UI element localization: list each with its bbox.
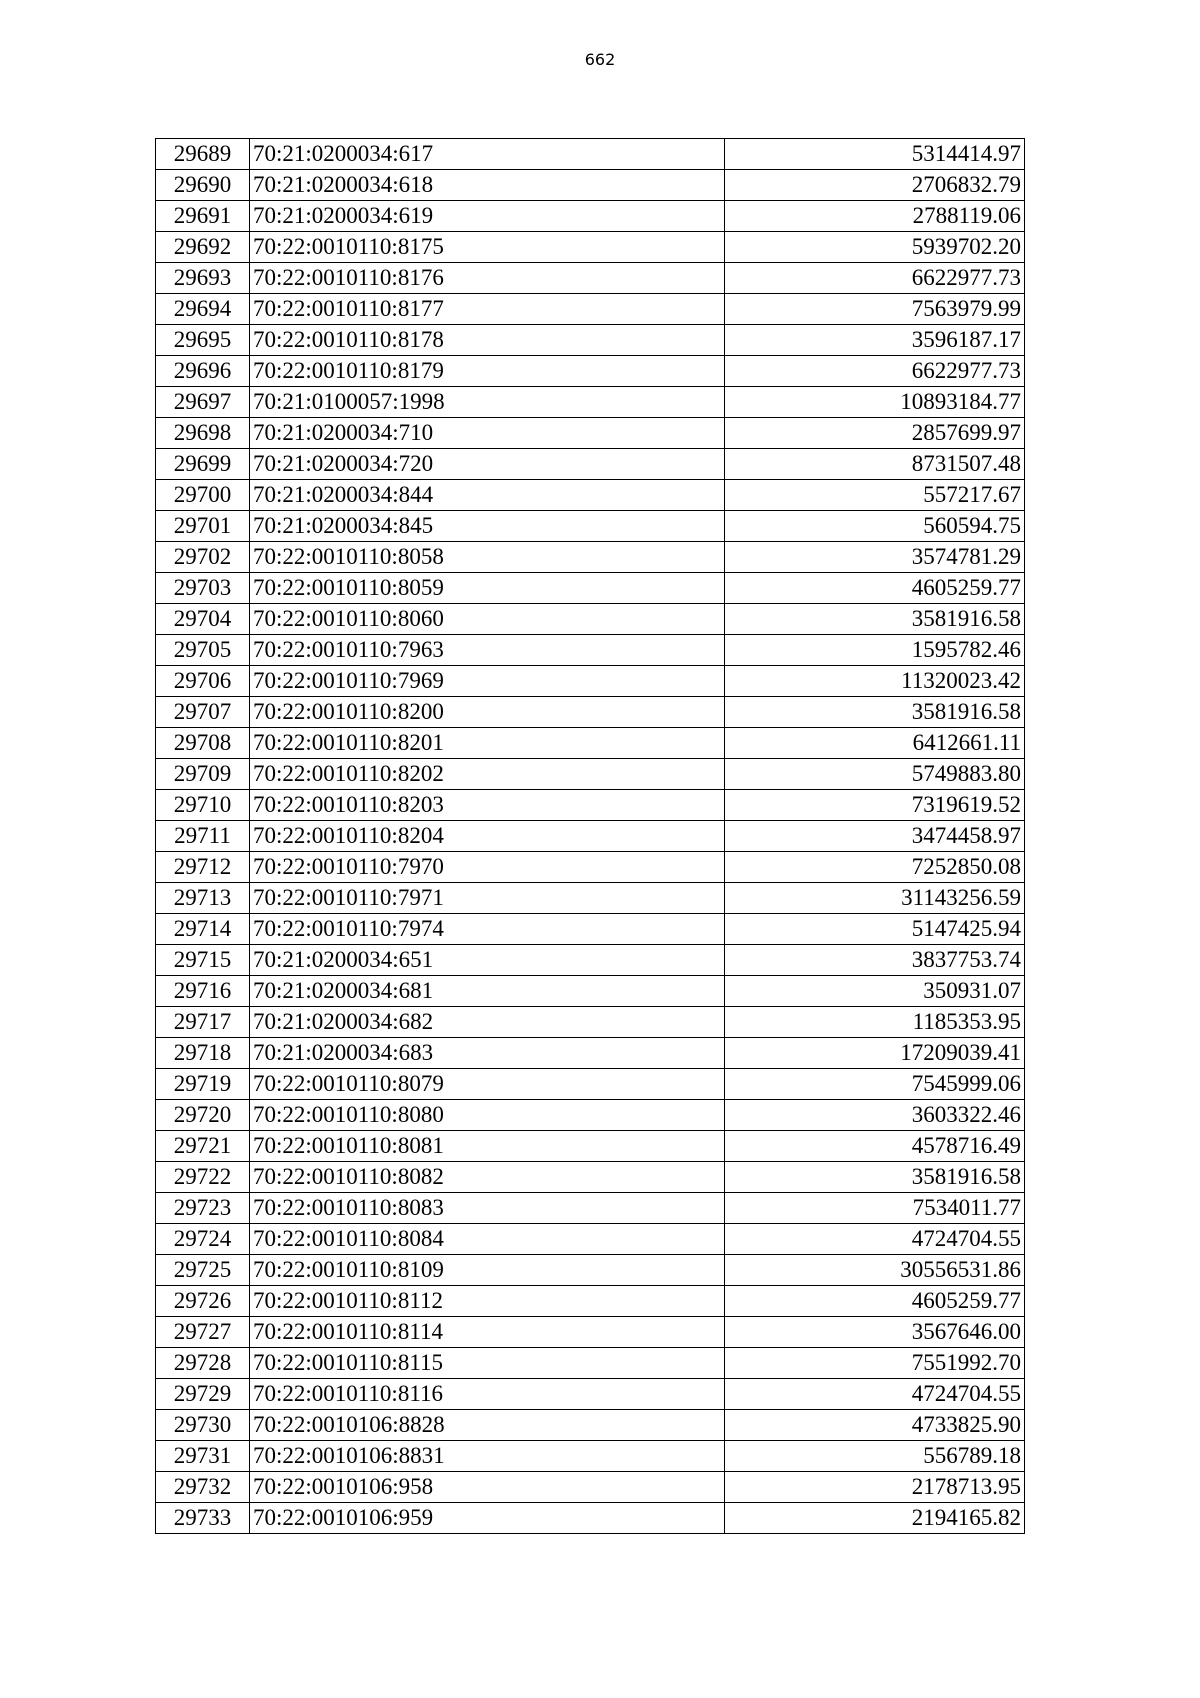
- cadastral-number-cell: 70:22:0010110:7974: [250, 914, 725, 945]
- row-number-cell: 29726: [156, 1286, 250, 1317]
- row-number-cell: 29697: [156, 387, 250, 418]
- cadastral-number-cell: 70:21:0200034:845: [250, 511, 725, 542]
- cadastral-number-cell: 70:22:0010106:8831: [250, 1441, 725, 1472]
- cadastral-value-cell: 3567646.00: [725, 1317, 1025, 1348]
- cadastral-number-cell: 70:22:0010110:7970: [250, 852, 725, 883]
- cadastral-value-cell: 2194165.82: [725, 1503, 1025, 1534]
- row-number-cell: 29710: [156, 790, 250, 821]
- cadastral-number-cell: 70:22:0010110:8178: [250, 325, 725, 356]
- cadastral-number-cell: 70:22:0010110:8175: [250, 232, 725, 263]
- row-number-cell: 29729: [156, 1379, 250, 1410]
- cadastral-number-cell: 70:22:0010106:8828: [250, 1410, 725, 1441]
- cadastral-number-cell: 70:22:0010110:7971: [250, 883, 725, 914]
- table-row: [156, 1162, 1025, 1193]
- cadastral-value-cell: 4733825.90: [725, 1410, 1025, 1441]
- cadastral-value-cell: 3596187.17: [725, 325, 1025, 356]
- cadastral-number-cell: 70:22:0010110:8109: [250, 1255, 725, 1286]
- row-number-cell: 29733: [156, 1503, 250, 1534]
- row-number-cell: 29703: [156, 573, 250, 604]
- cadastral-number-cell: 70:22:0010110:8202: [250, 759, 725, 790]
- row-number-cell: 29705: [156, 635, 250, 666]
- cadastral-value-cell: 7252850.08: [725, 852, 1025, 883]
- cadastral-number-cell: 70:22:0010110:8179: [250, 356, 725, 387]
- table-row: [156, 139, 1025, 170]
- cadastral-number-cell: 70:22:0010110:8204: [250, 821, 725, 852]
- row-number-cell: 29725: [156, 1255, 250, 1286]
- cadastral-number-cell: 70:22:0010110:8083: [250, 1193, 725, 1224]
- cadastral-number-cell: 70:22:0010110:8114: [250, 1317, 725, 1348]
- row-number-cell: 29694: [156, 294, 250, 325]
- cadastral-value-cell: 5939702.20: [725, 232, 1025, 263]
- table-row: [156, 1255, 1025, 1286]
- row-number-cell: 29689: [156, 139, 250, 170]
- table-row: [156, 356, 1025, 387]
- table-row: [156, 852, 1025, 883]
- table-row: [156, 573, 1025, 604]
- row-number-cell: 29693: [156, 263, 250, 294]
- table-row: [156, 728, 1025, 759]
- cadastral-number-cell: 70:22:0010110:8201: [250, 728, 725, 759]
- cadastral-number-cell: 70:22:0010110:8112: [250, 1286, 725, 1317]
- table-row: [156, 263, 1025, 294]
- row-number-cell: 29716: [156, 976, 250, 1007]
- page-number: 662: [584, 50, 616, 69]
- table-row: [156, 976, 1025, 1007]
- table-row: [156, 883, 1025, 914]
- table-row: [156, 1007, 1025, 1038]
- cadastral-value-table: [155, 138, 1025, 1534]
- table-body: [156, 139, 1025, 1534]
- row-number-cell: 29732: [156, 1472, 250, 1503]
- cadastral-number-cell: 70:22:0010110:8080: [250, 1100, 725, 1131]
- cadastral-value-cell: 4578716.49: [725, 1131, 1025, 1162]
- cadastral-number-cell: 70:22:0010110:8200: [250, 697, 725, 728]
- row-number-cell: 29718: [156, 1038, 250, 1069]
- table-row: [156, 945, 1025, 976]
- cadastral-number-cell: 70:22:0010110:8176: [250, 263, 725, 294]
- cadastral-value-cell: 8731507.48: [725, 449, 1025, 480]
- cadastral-number-cell: 70:21:0200034:681: [250, 976, 725, 1007]
- cadastral-number-cell: 70:22:0010110:8203: [250, 790, 725, 821]
- table-row: [156, 790, 1025, 821]
- cadastral-value-cell: 4605259.77: [725, 573, 1025, 604]
- cadastral-value-cell: 557217.67: [725, 480, 1025, 511]
- table-row: [156, 232, 1025, 263]
- row-number-cell: 29722: [156, 1162, 250, 1193]
- cadastral-number-cell: 70:22:0010106:959: [250, 1503, 725, 1534]
- table-row: [156, 914, 1025, 945]
- row-number-cell: 29723: [156, 1193, 250, 1224]
- cadastral-value-cell: 2857699.97: [725, 418, 1025, 449]
- table-row: [156, 294, 1025, 325]
- cadastral-value-cell: 5314414.97: [725, 139, 1025, 170]
- cadastral-value-cell: 4724704.55: [725, 1379, 1025, 1410]
- row-number-cell: 29712: [156, 852, 250, 883]
- table-row: [156, 170, 1025, 201]
- table-row: [156, 511, 1025, 542]
- row-number-cell: 29691: [156, 201, 250, 232]
- row-number-cell: 29728: [156, 1348, 250, 1379]
- cadastral-number-cell: 70:21:0200034:619: [250, 201, 725, 232]
- cadastral-number-cell: 70:22:0010106:958: [250, 1472, 725, 1503]
- table-row: [156, 1410, 1025, 1441]
- table-row: [156, 449, 1025, 480]
- cadastral-number-cell: 70:22:0010110:8058: [250, 542, 725, 573]
- cadastral-number-cell: 70:21:0200034:710: [250, 418, 725, 449]
- cadastral-number-cell: 70:22:0010110:8060: [250, 604, 725, 635]
- row-number-cell: 29706: [156, 666, 250, 697]
- cadastral-value-cell: 7534011.77: [725, 1193, 1025, 1224]
- cadastral-value-cell: 3581916.58: [725, 697, 1025, 728]
- row-number-cell: 29709: [156, 759, 250, 790]
- cadastral-value-cell: 560594.75: [725, 511, 1025, 542]
- table-row: [156, 1348, 1025, 1379]
- cadastral-number-cell: 70:22:0010110:8082: [250, 1162, 725, 1193]
- table-row: [156, 697, 1025, 728]
- cadastral-number-cell: 70:21:0200034:618: [250, 170, 725, 201]
- row-number-cell: 29700: [156, 480, 250, 511]
- row-number-cell: 29704: [156, 604, 250, 635]
- cadastral-value-cell: 6622977.73: [725, 263, 1025, 294]
- table-row: [156, 418, 1025, 449]
- row-number-cell: 29719: [156, 1069, 250, 1100]
- cadastral-number-cell: 70:21:0200034:682: [250, 1007, 725, 1038]
- cadastral-value-cell: 17209039.41: [725, 1038, 1025, 1069]
- row-number-cell: 29699: [156, 449, 250, 480]
- row-number-cell: 29695: [156, 325, 250, 356]
- table-row: [156, 1286, 1025, 1317]
- cadastral-value-cell: 30556531.86: [725, 1255, 1025, 1286]
- cadastral-value-cell: 5147425.94: [725, 914, 1025, 945]
- cadastral-number-cell: 70:21:0200034:617: [250, 139, 725, 170]
- table-row: [156, 1193, 1025, 1224]
- cadastral-value-cell: 2788119.06: [725, 201, 1025, 232]
- table-row: [156, 201, 1025, 232]
- row-number-cell: 29717: [156, 1007, 250, 1038]
- row-number-cell: 29696: [156, 356, 250, 387]
- table-row: [156, 821, 1025, 852]
- cadastral-value-cell: 3837753.74: [725, 945, 1025, 976]
- table-row: [156, 635, 1025, 666]
- cadastral-value-cell: 7551992.70: [725, 1348, 1025, 1379]
- row-number-cell: 29702: [156, 542, 250, 573]
- row-number-cell: 29715: [156, 945, 250, 976]
- cadastral-number-cell: 70:22:0010110:8177: [250, 294, 725, 325]
- cadastral-number-cell: 70:21:0200034:720: [250, 449, 725, 480]
- cadastral-value-cell: 556789.18: [725, 1441, 1025, 1472]
- cadastral-value-cell: 7545999.06: [725, 1069, 1025, 1100]
- cadastral-value-cell: 7319619.52: [725, 790, 1025, 821]
- cadastral-value-cell: 2706832.79: [725, 170, 1025, 201]
- table-row: [156, 1441, 1025, 1472]
- table-row: [156, 1038, 1025, 1069]
- cadastral-value-cell: 3581916.58: [725, 604, 1025, 635]
- cadastral-value-cell: 6412661.11: [725, 728, 1025, 759]
- row-number-cell: 29698: [156, 418, 250, 449]
- cadastral-number-cell: 70:22:0010110:8059: [250, 573, 725, 604]
- cadastral-number-cell: 70:22:0010110:7969: [250, 666, 725, 697]
- cadastral-value-cell: 3603322.46: [725, 1100, 1025, 1131]
- cadastral-value-cell: 10893184.77: [725, 387, 1025, 418]
- table-row: [156, 387, 1025, 418]
- table-row: [156, 1472, 1025, 1503]
- cadastral-value-cell: 3581916.58: [725, 1162, 1025, 1193]
- cadastral-number-cell: 70:21:0100057:1998: [250, 387, 725, 418]
- cadastral-value-cell: 1595782.46: [725, 635, 1025, 666]
- table-row: [156, 666, 1025, 697]
- cadastral-number-cell: 70:22:0010110:8115: [250, 1348, 725, 1379]
- table-row: [156, 1100, 1025, 1131]
- cadastral-number-cell: 70:21:0200034:844: [250, 480, 725, 511]
- row-number-cell: 29721: [156, 1131, 250, 1162]
- cadastral-value-cell: 5749883.80: [725, 759, 1025, 790]
- cadastral-number-cell: 70:22:0010110:8116: [250, 1379, 725, 1410]
- cadastral-number-cell: 70:21:0200034:683: [250, 1038, 725, 1069]
- table-row: [156, 480, 1025, 511]
- row-number-cell: 29713: [156, 883, 250, 914]
- cadastral-value-cell: 4724704.55: [725, 1224, 1025, 1255]
- row-number-cell: 29731: [156, 1441, 250, 1472]
- row-number-cell: 29727: [156, 1317, 250, 1348]
- cadastral-number-cell: 70:22:0010110:8081: [250, 1131, 725, 1162]
- cadastral-value-cell: 2178713.95: [725, 1472, 1025, 1503]
- table-row: [156, 759, 1025, 790]
- row-number-cell: 29708: [156, 728, 250, 759]
- cadastral-number-cell: 70:22:0010110:8079: [250, 1069, 725, 1100]
- table-row: [156, 1503, 1025, 1534]
- cadastral-value-cell: 3474458.97: [725, 821, 1025, 852]
- table-row: [156, 1317, 1025, 1348]
- cadastral-value-cell: 6622977.73: [725, 356, 1025, 387]
- row-number-cell: 29724: [156, 1224, 250, 1255]
- table-row: [156, 542, 1025, 573]
- row-number-cell: 29714: [156, 914, 250, 945]
- cadastral-value-cell: 11320023.42: [725, 666, 1025, 697]
- row-number-cell: 29701: [156, 511, 250, 542]
- cadastral-value-cell: 3574781.29: [725, 542, 1025, 573]
- cadastral-value-cell: 31143256.59: [725, 883, 1025, 914]
- table-row: [156, 325, 1025, 356]
- table-row: [156, 1069, 1025, 1100]
- row-number-cell: 29720: [156, 1100, 250, 1131]
- cadastral-number-cell: 70:22:0010110:8084: [250, 1224, 725, 1255]
- cadastral-value-cell: 1185353.95: [725, 1007, 1025, 1038]
- table-row: [156, 1224, 1025, 1255]
- cadastral-value-cell: 7563979.99: [725, 294, 1025, 325]
- table-row: [156, 604, 1025, 635]
- table-row: [156, 1131, 1025, 1162]
- row-number-cell: 29730: [156, 1410, 250, 1441]
- cadastral-number-cell: 70:22:0010110:7963: [250, 635, 725, 666]
- row-number-cell: 29692: [156, 232, 250, 263]
- row-number-cell: 29690: [156, 170, 250, 201]
- cadastral-value-cell: 350931.07: [725, 976, 1025, 1007]
- row-number-cell: 29711: [156, 821, 250, 852]
- table-row: [156, 1379, 1025, 1410]
- row-number-cell: 29707: [156, 697, 250, 728]
- cadastral-value-cell: 4605259.77: [725, 1286, 1025, 1317]
- cadastral-number-cell: 70:21:0200034:651: [250, 945, 725, 976]
